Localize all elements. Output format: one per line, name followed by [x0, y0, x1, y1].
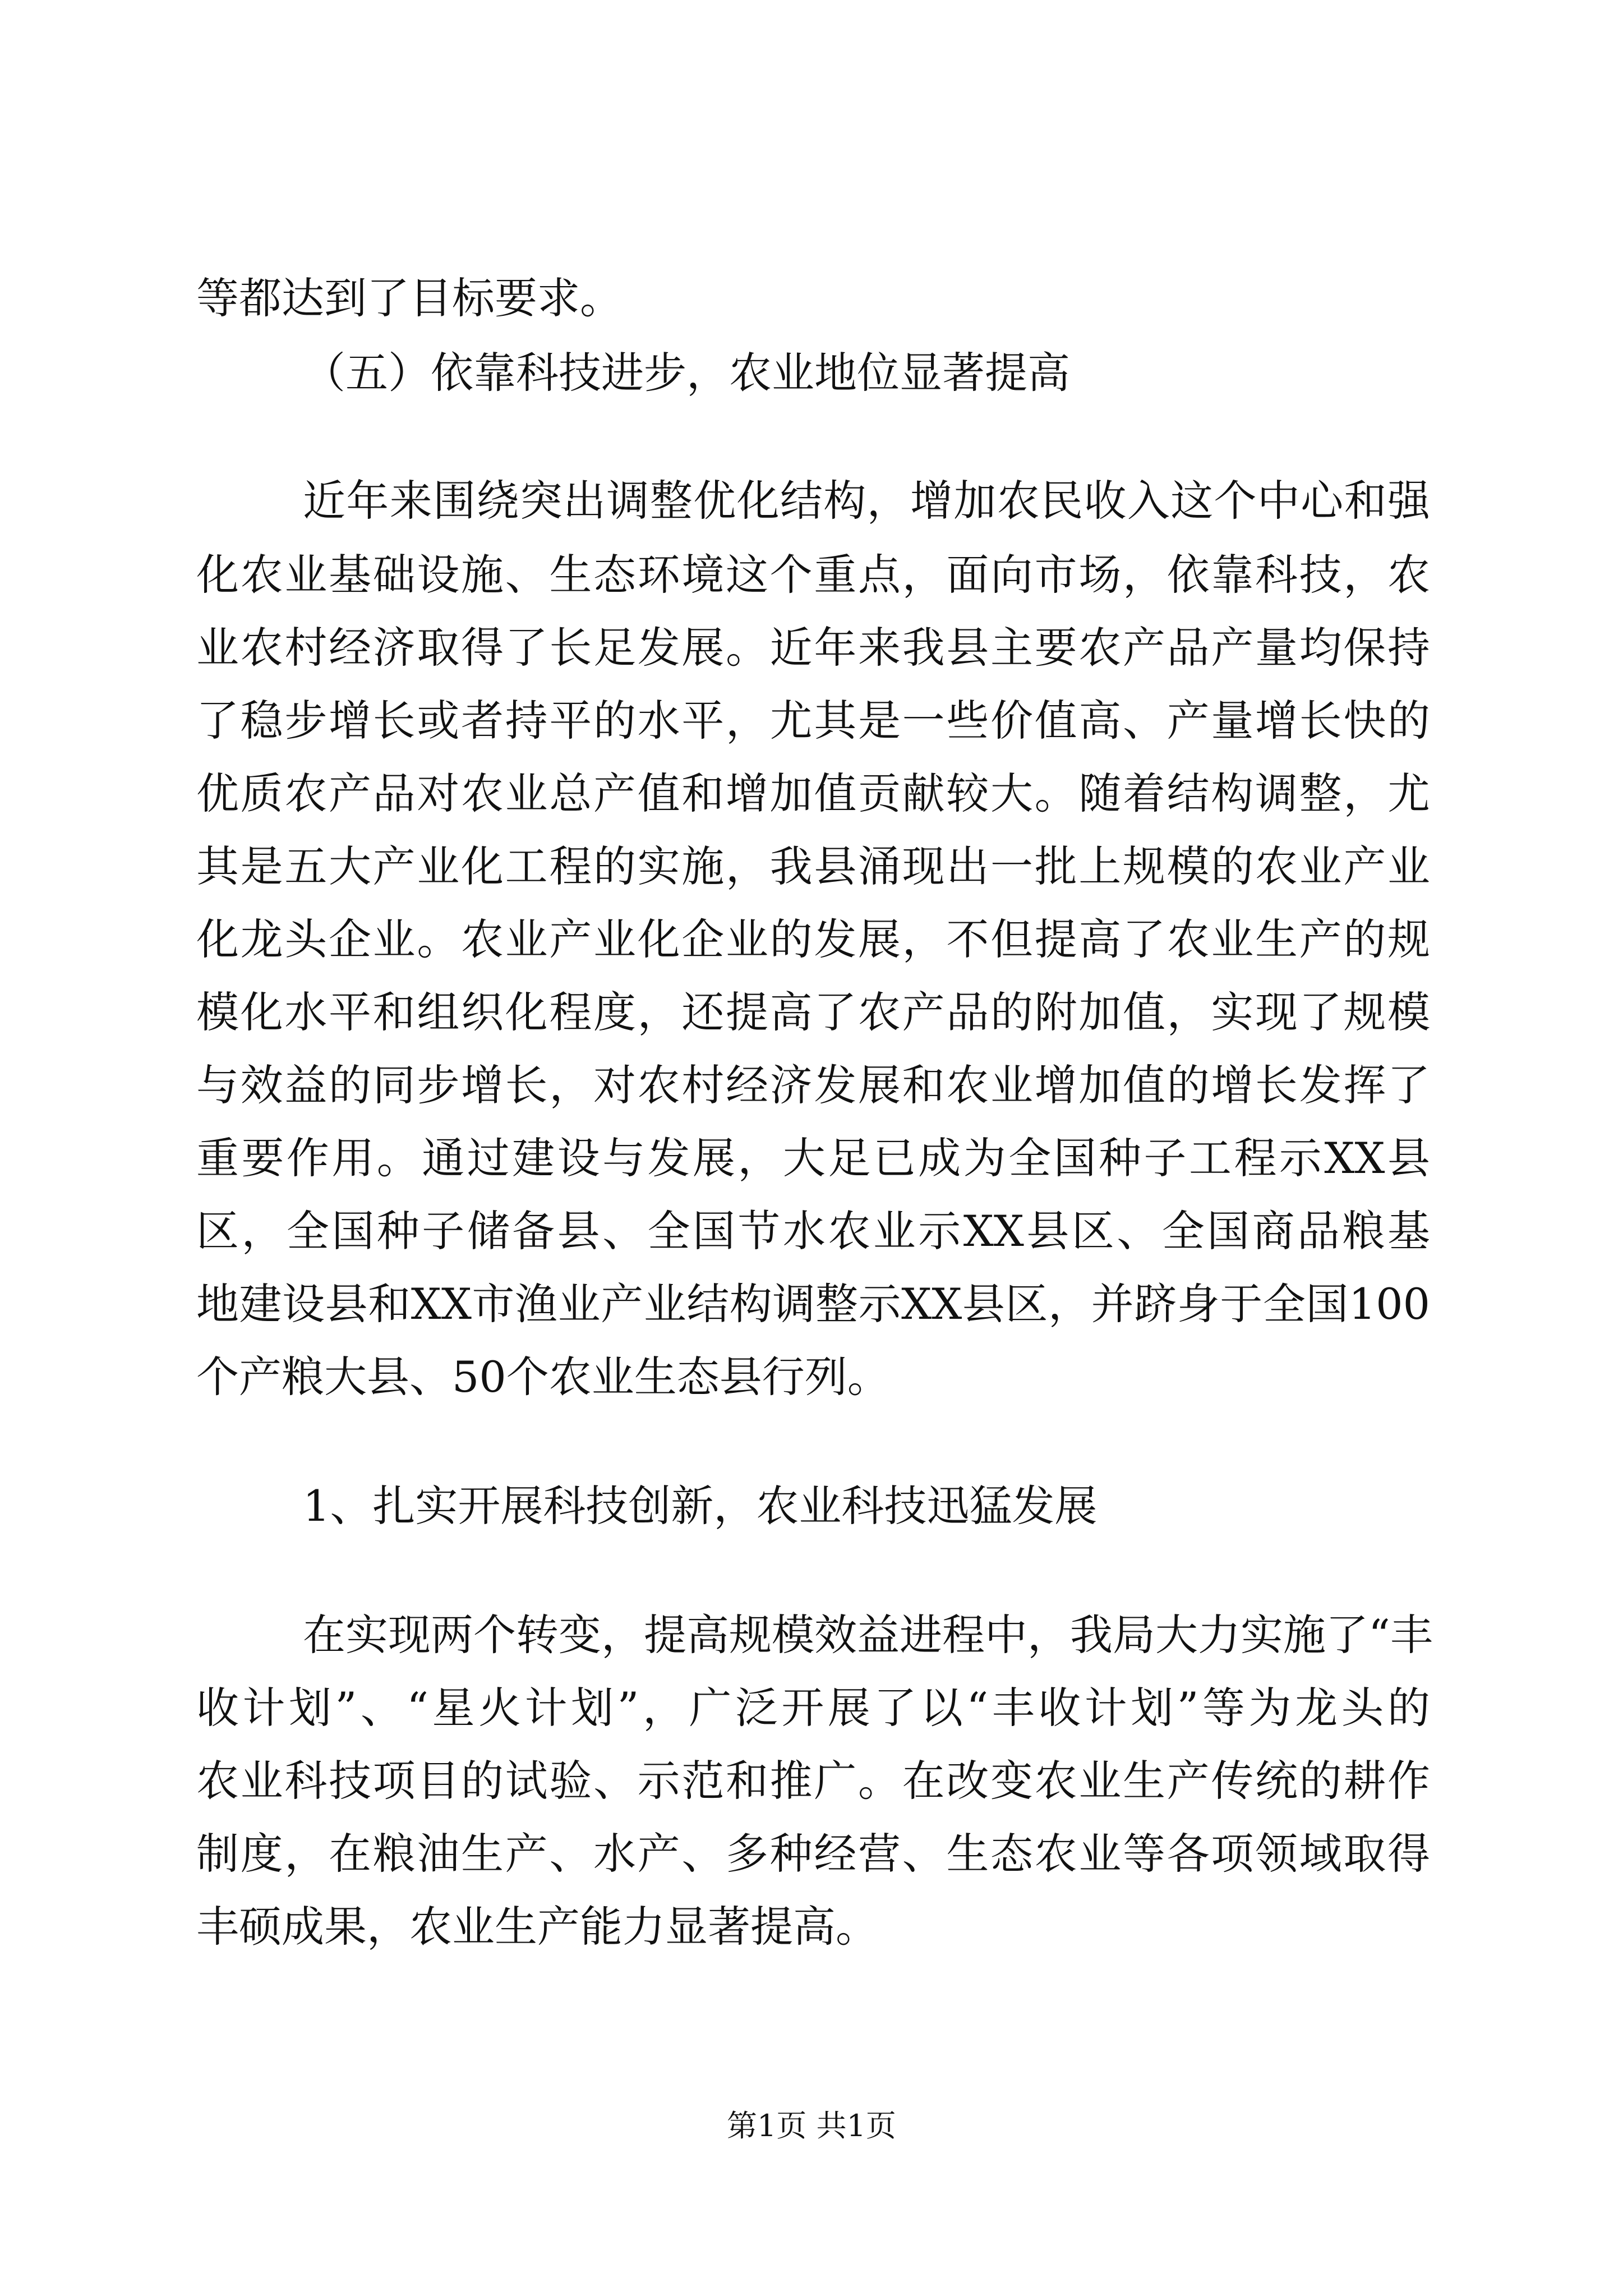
text-line: 优质农产品对农业总产值和增加值贡献较大。随着结构调整，尤: [196, 769, 1430, 818]
text-line: 了稳步增长或者持平的水平，尤其是一些价值高、产量增长快的: [196, 696, 1430, 746]
text-line: 化农业基础设施、生态环境这个重点，面向市场，依靠科技，农: [196, 550, 1430, 600]
text-line: 个产粮大县、50个农业生态县行列。: [196, 1352, 890, 1402]
text-line: 区，全国种子储备县、全国节水农业示XX县区、全国商品粮基: [196, 1206, 1430, 1256]
text-line: 农业科技项目的试验、示范和推广。在改变农业生产传统的耕作: [196, 1756, 1430, 1806]
text-line: 化龙头企业。农业产业化企业的发展，不但提高了农业生产的规: [196, 914, 1430, 964]
section-heading: 1、扎实开展科技创新，农业科技迅猛发展: [303, 1481, 1098, 1531]
text-line: 其是五大产业化工程的实施，我县涌现出一批上规模的农业产业: [196, 841, 1430, 891]
text-line: 制度，在粮油生产、水产、多种经营、生态农业等各项领域取得: [196, 1829, 1430, 1879]
text-line: 重要作用。通过建设与发展，大足已成为全国种子工程示XX县: [196, 1133, 1430, 1183]
text-line: 丰硕成果，农业生产能力显著提高。: [196, 1902, 878, 1952]
text-line: 近年来围绕突出调整优化结构，增加农民收入这个中心和强: [303, 476, 1430, 526]
text-line: 等都达到了目标要求。: [196, 273, 623, 323]
text-line: 地建设县和XX市渔业产业结构调整示XX县区，并跻身于全国100: [196, 1279, 1430, 1329]
text-line: 模化水平和组织化程度，还提高了农产品的附加值，实现了规模: [196, 987, 1430, 1037]
page-number-footer: 第1页 共1页: [727, 2108, 896, 2143]
section-heading: （五）依靠科技进步，农业地位显著提高: [303, 348, 1070, 398]
text-line: 在实现两个转变，提高规模效益进程中，我局大力实施了“丰: [303, 1610, 1433, 1660]
text-line: 业农村经济取得了长足发展。近年来我县主要农产品产量均保持: [196, 623, 1430, 673]
text-line: 与效益的同步增长，对农村经济发展和农业增加值的增长发挥了: [196, 1060, 1430, 1110]
text-line: 收计划”、“星火计划”，广泛开展了以“丰收计划”等为龙头的: [196, 1683, 1430, 1733]
